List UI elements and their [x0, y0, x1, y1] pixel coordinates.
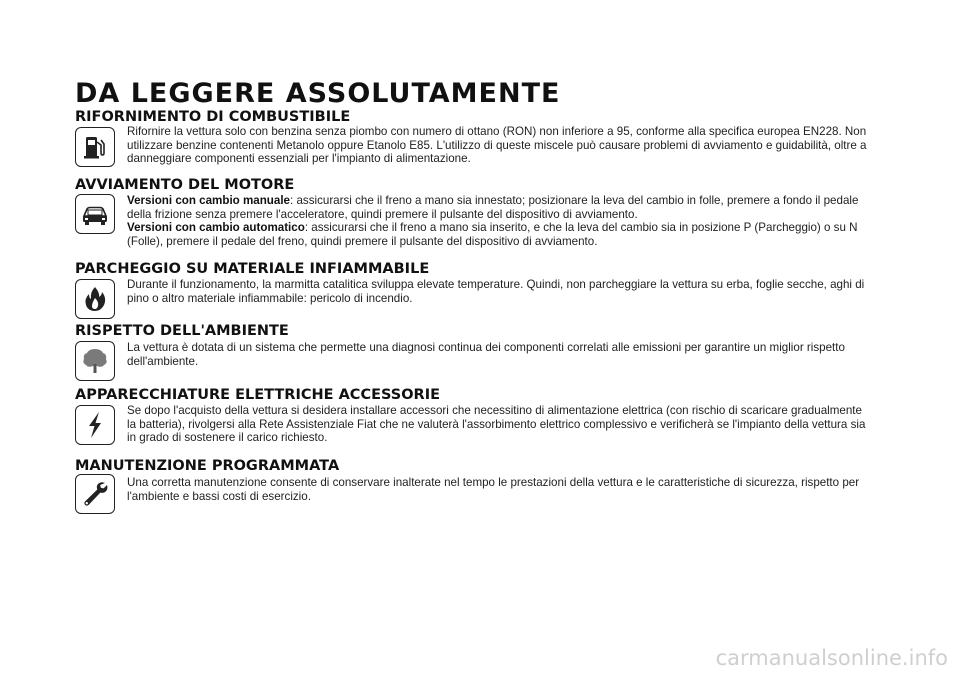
paragraph: Se dopo l'acquisto della vettura si desidera installare accessori che necessitino di alimentazione elettrica (con rischio di scaricare gradualmente la batteria), rivolgersi alla Rete Assistenziale Fiat che ne valuterà l'assorbimento elettrico complessivo e verificherà se l'impianto della vettura sia in grado di sostenere il carico richiesto.: [127, 404, 866, 445]
paragraph: La vettura è dotata di un sistema che permette una diagnosi continua dei componenti correlati alle emissioni per garantire un miglior rispetto dell'ambiente.: [127, 341, 845, 368]
section-environment: [75, 323, 875, 368]
wrench-icon: [75, 474, 115, 514]
paragraph: Una corretta manutenzione consente di conservare inalterate nel tempo le prestazioni della vettura e le caratteristiche di sicurezza, rispetto per l'ambiente e bassi costi di esercizio.: [127, 476, 860, 503]
section-text: [127, 278, 872, 305]
paragraph: Rifornire la vettura solo con benzina senza piombo con numero di ottano (RON) non inferiore a 95, conforme alla specifica europea EN228. Non utilizzare benzine contenenti Metanolo oppure Etanolo E85. L'utilizzo di queste miscele può causare problemi di avviamento e guidabilità, oltre a danneggiare componenti essenziali per l'impianto di alimentazione.: [127, 125, 867, 166]
section-title: AVVIAMENTO DEL MOTORE: [75, 177, 295, 193]
fire-icon: [75, 279, 115, 319]
paragraph-text: : assicurarsi che il freno a mano sia inserito, e che la leva del cambio sia in posizione P (Parcheggio) o su N (Folle), premere il pedale del freno, quindi premere il pulsante del dispositivo di avviamento.: [127, 221, 858, 248]
section-title: APPARECCHIATURE ELETTRICHE ACCESSORIE: [75, 387, 441, 403]
paragraph-automatic: [127, 221, 872, 248]
page-title: DA LEGGERE ASSOLUTAMENTE: [75, 78, 561, 109]
section-title: PARCHEGGIO SU MATERIALE INFIAMMABILE: [75, 261, 430, 277]
lightning-bolt-icon: [75, 405, 115, 445]
bold-label: Versioni con cambio automatico: [127, 221, 305, 235]
tree-icon: [75, 341, 115, 381]
section-title: RIFORNIMENTO DI COMBUSTIBILE: [75, 109, 351, 125]
section-text: [127, 404, 872, 445]
paragraph-manual: [127, 194, 872, 221]
section-title: RISPETTO DELL'AMBIENTE: [75, 323, 289, 339]
section-text: [127, 125, 872, 166]
car-icon: [75, 194, 115, 234]
bold-label: Versioni con cambio manuale: [127, 194, 291, 207]
section-fuel: [75, 109, 875, 166]
section-electrical-accessories: [75, 387, 875, 445]
section-text: [127, 194, 872, 248]
section-flammable-parking: [75, 261, 875, 305]
section-text: [127, 341, 872, 368]
fuel-pump-icon: [75, 127, 115, 167]
paragraph: Durante il funzionamento, la marmitta catalitica sviluppa elevate temperature. Quindi, non parcheggiare la vettura su erba, foglie secche, aghi di pino o altro materiale infiammabile: pericolo di incendio.: [127, 278, 865, 305]
section-text: [127, 476, 872, 503]
section-engine-start: [75, 177, 875, 248]
section-title: MANUTENZIONE PROGRAMMATA: [75, 458, 340, 474]
paragraph-text: : assicurarsi che il freno a mano sia innestato; posizionare la leva del cambio in folle, premere a fondo il pedale della frizione senza premere l'acceleratore, quindi premere il pulsante del dispositivo di avviamento.: [127, 194, 859, 221]
watermark: carmanualsonline.info: [715, 646, 948, 670]
section-scheduled-maintenance: [75, 458, 875, 503]
